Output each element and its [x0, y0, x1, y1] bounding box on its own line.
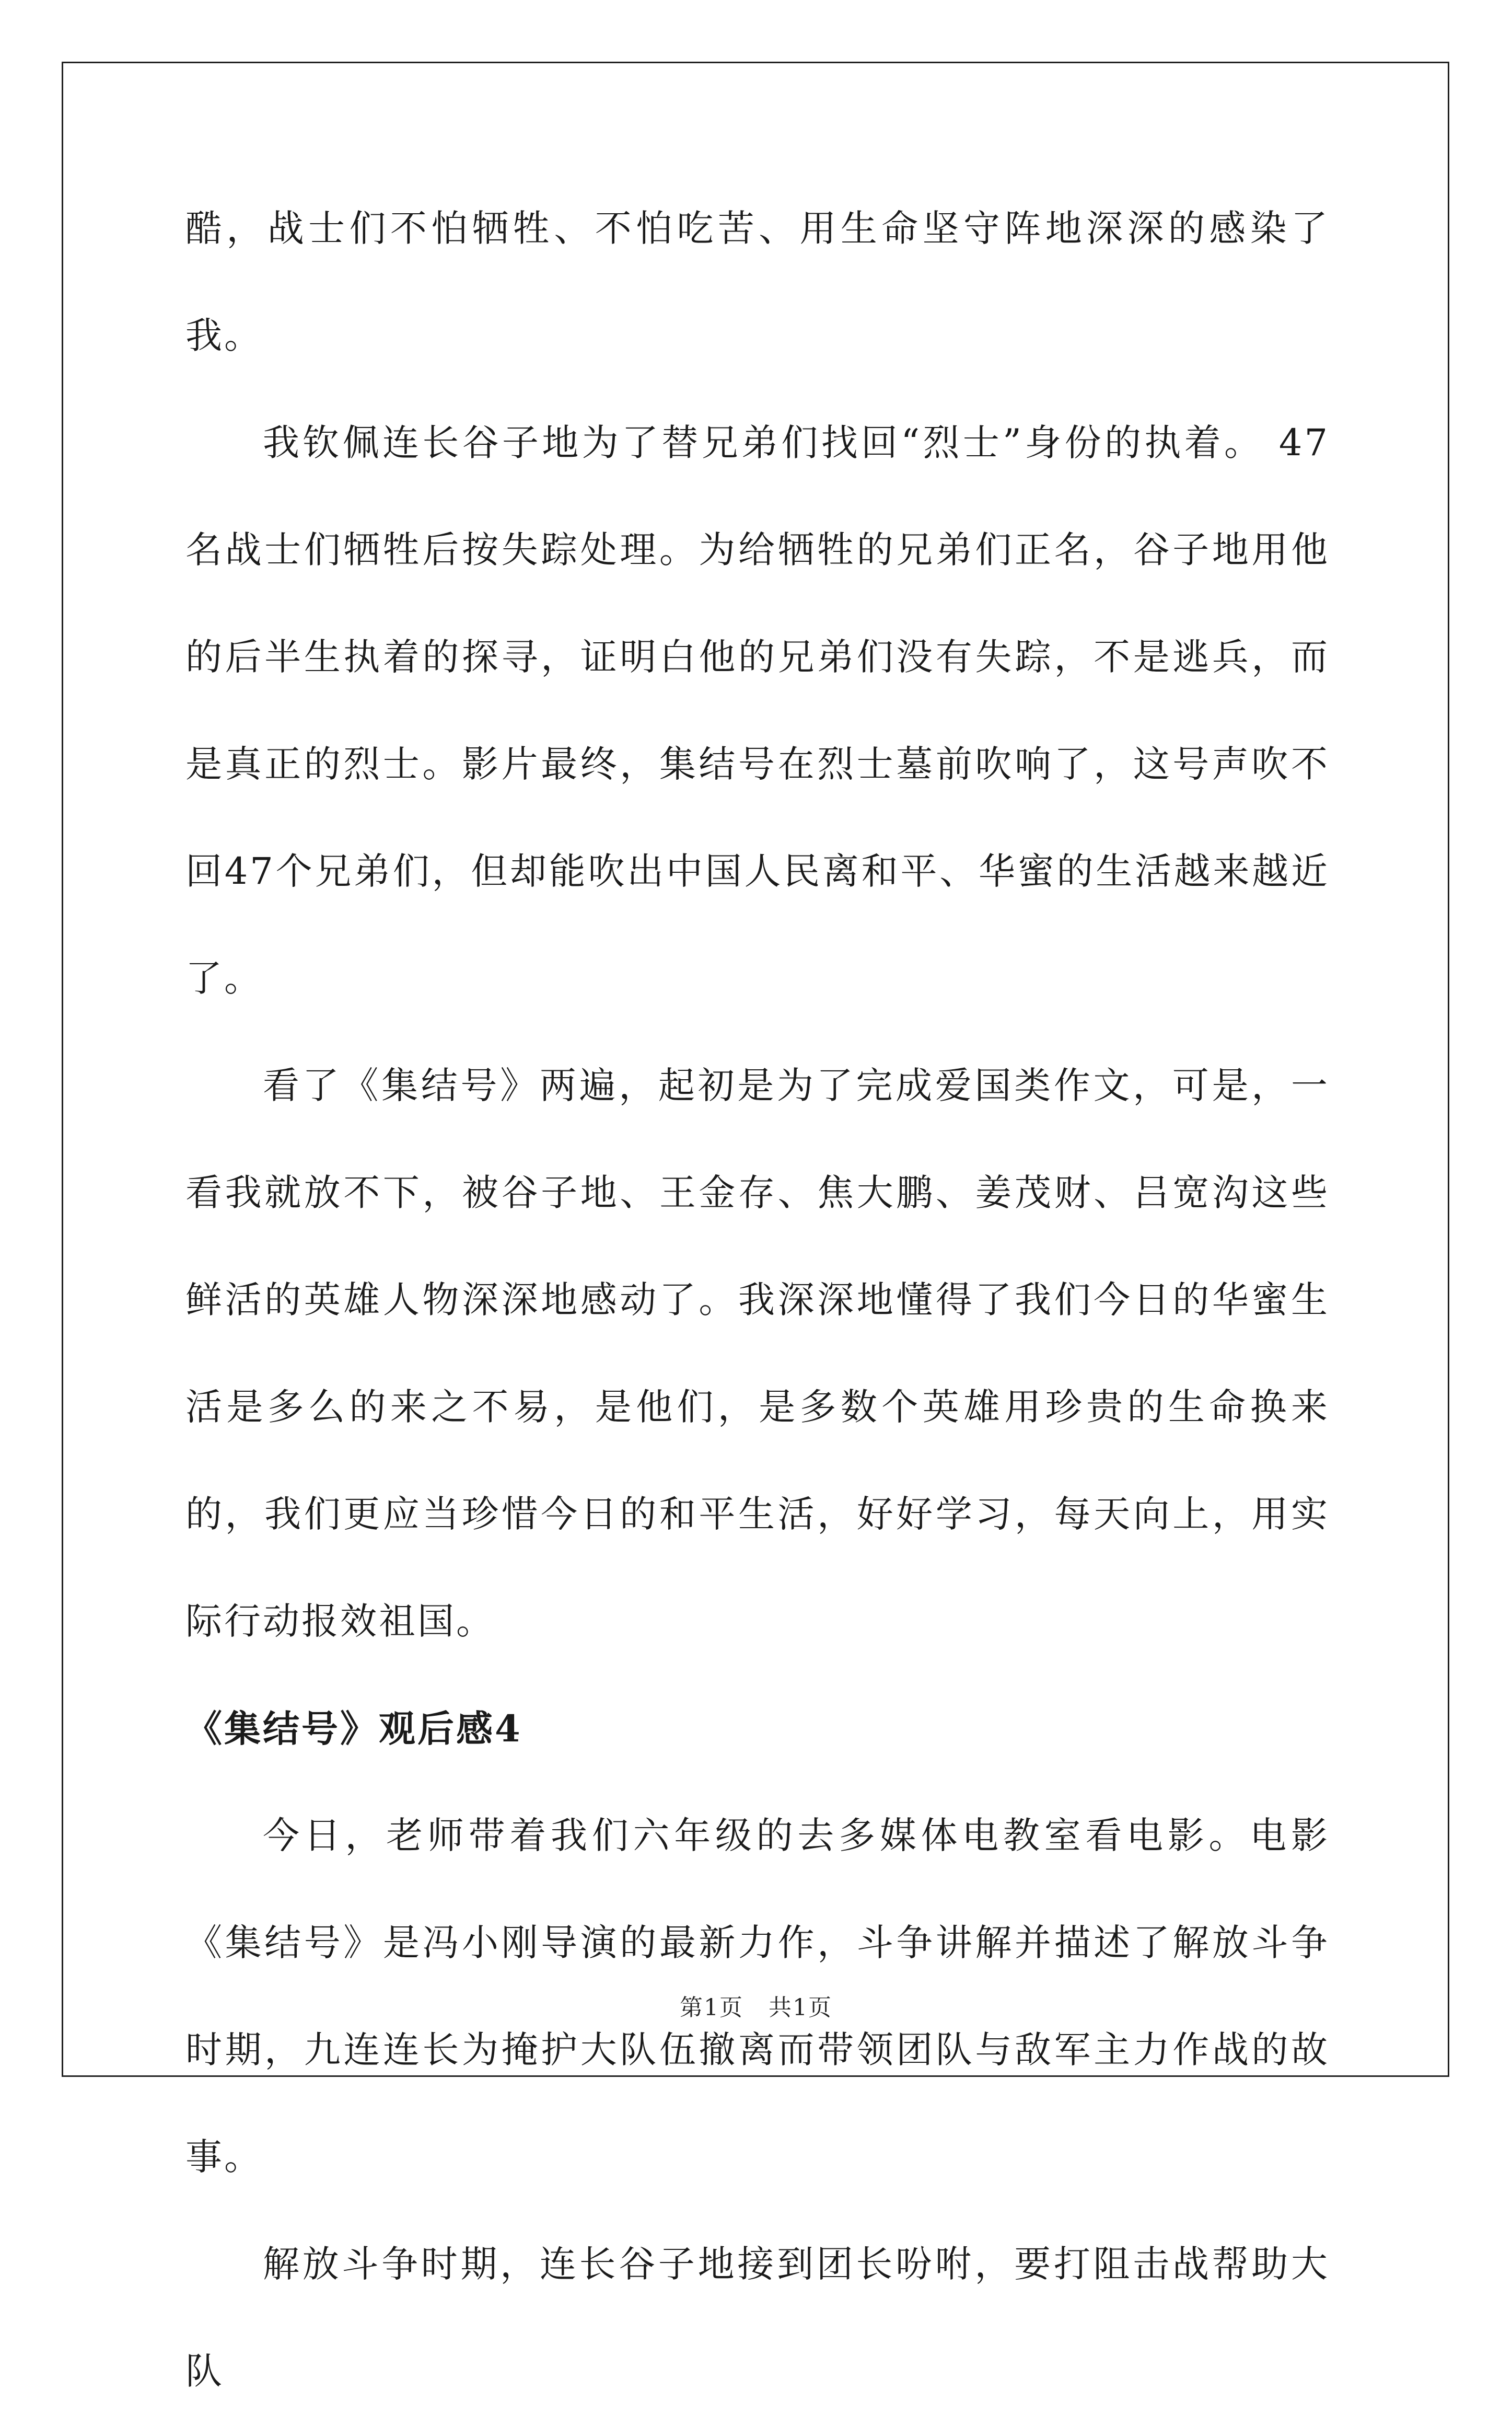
paragraph: 酷，战士们不怕牺牲、不怕吃苦、用生命坚守阵地深深的感染了我。: [185, 207, 1330, 357]
paragraph: 今日，老师带着我们六年级的去多媒体电教室看电影。电影《集结号》是冯小刚导演的最新力作，斗争讲解并描述了解放斗争时期，九连连长为掩护大队伍撤离而带领团队与敌军主力作战的故事。: [185, 1814, 1330, 2178]
paragraph: 我钦佩连长谷子地为了替兄弟们找回“烈士”身份的执着。 47名战士们牺牲后按失踪处理。为给牺牲的兄弟们正名，谷子地用他的后半生执着的探寻，证明白他的兄弟们没有失踪，不是逃兵，而是真正的烈士。影片最终，集结号在烈士墓前吹响了，这号声吹不回47个兄弟们，但却能吹出中国人民离和平、华蜜的生活越来越近了。: [185, 421, 1330, 1000]
paragraph: 看了《集结号》两遍，起初是为了完成爱国类作文，可是，一看我就放不下，被谷子地、王金存、焦大鹏、姜茂财、吕宽沟这些鲜活的英雄人物深深地感动了。我深深地懂得了我们今日的华蜜生活是多么的来之不易，是他们，是多数个英雄用珍贵的生命换来的，我们更应当珍惜今日的和平生活，好好学习，每天向上，用实际行动报效祖国。: [185, 1064, 1330, 1643]
document-body: [185, 175, 1330, 2425]
page-number-footer: 第1页 共1页: [680, 1994, 832, 2021]
paragraph: 解放斗争时期，连长谷子地接到团长吩咐，要打阻击战帮助大队: [185, 2243, 1330, 2393]
section-heading: 《集结号》观后感4: [185, 1707, 522, 1750]
